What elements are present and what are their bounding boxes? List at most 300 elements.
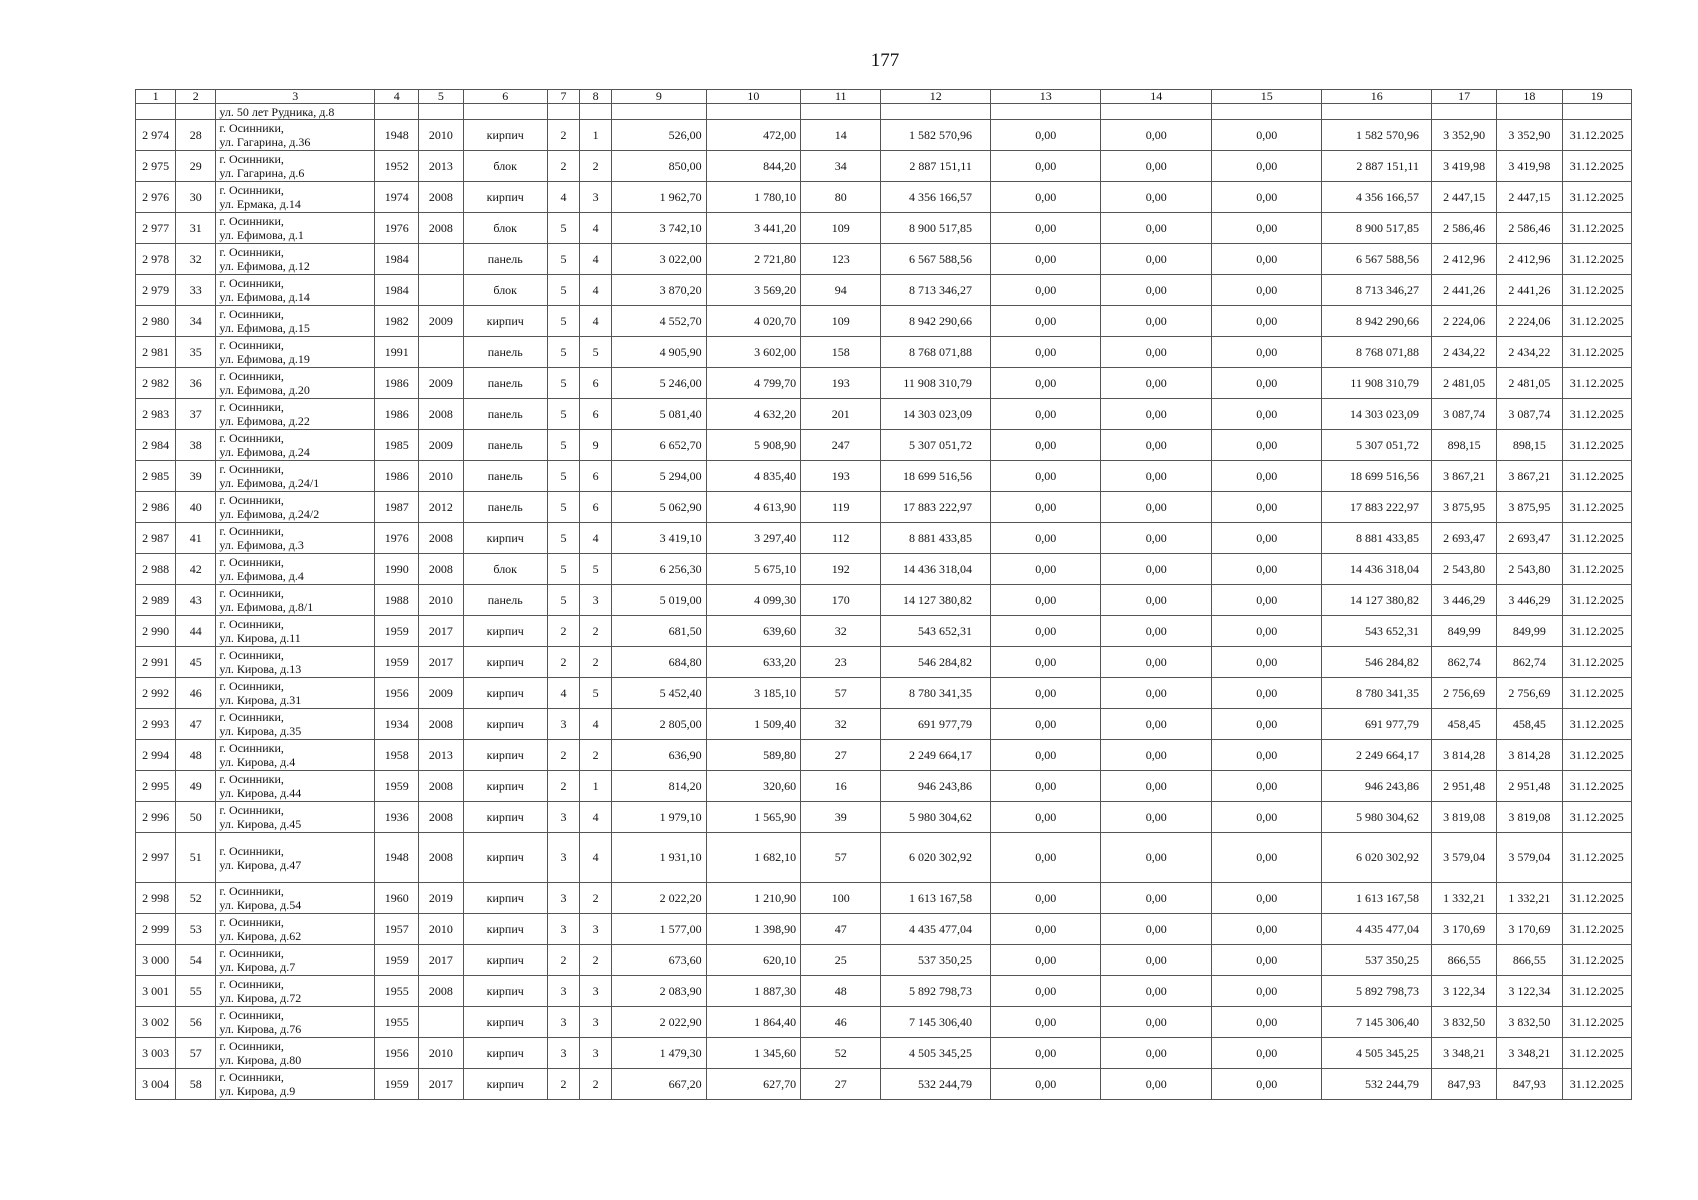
cell-col-9: 2 805,00 [612,709,706,740]
cell-col-10: 589,80 [706,740,800,771]
cell-col-9: 2 083,90 [612,976,706,1007]
column-header-6: 6 [463,90,547,104]
cell-col-5: 2009 [419,368,463,399]
cell-col-11: 34 [801,151,881,182]
column-header-8: 8 [580,90,612,104]
cell-col-6: кирпич [463,945,547,976]
cell-col-6: блок [463,151,547,182]
cell-col-8: 4 [580,523,612,554]
cell-col-13: 0,00 [990,883,1101,914]
cell-col-10: 4 099,30 [706,585,800,616]
continuation-row [136,104,1632,120]
cell-col-4: 1990 [375,554,419,585]
cell-col-6: блок [463,554,547,585]
cell-col-19: 31.12.2025 [1562,1038,1631,1069]
cell-col-1: 2 999 [136,914,176,945]
cell-col-14: 0,00 [1101,976,1212,1007]
column-header-2: 2 [176,90,216,104]
address-cell [216,976,375,1007]
cell-col-8: 5 [580,337,612,368]
cell-col-1: 2 980 [136,306,176,337]
cell-col-12: 8 881 433,85 [881,523,991,554]
cell-col-15: 0,00 [1211,945,1322,976]
cell-col-8: 2 [580,945,612,976]
cell-col-10: 472,00 [706,120,800,151]
cell-col-2: 57 [176,1038,216,1069]
cell-col-4: 1957 [375,914,419,945]
cell-col-17: 2 481,05 [1431,368,1496,399]
address-cell [216,213,375,244]
cell-col-13: 0,00 [990,945,1101,976]
cell-col-6: кирпич [463,1007,547,1038]
cell-col-18: 2 224,06 [1497,306,1562,337]
cell-col-5: 2010 [419,1038,463,1069]
table-row [136,492,1632,523]
cell-col-8: 2 [580,616,612,647]
cell-col-14: 0,00 [1101,368,1212,399]
cell-col-1: 2 986 [136,492,176,523]
cell-col-12: 691 977,79 [881,709,991,740]
cell-col-7: 5 [547,523,579,554]
address-cell [216,1069,375,1100]
cell-col-14: 0,00 [1101,306,1212,337]
cell-col-13: 0,00 [990,1069,1101,1100]
table-row [136,182,1632,213]
address-street: ул. Кирова, д.72 [219,991,302,1005]
cell-col-9: 1 931,10 [612,833,706,883]
address-cell [216,945,375,976]
cell-col-19: 31.12.2025 [1562,275,1631,306]
cell-col-7: 3 [547,914,579,945]
cell-col-9: 1 962,70 [612,182,706,213]
cell-col-8: 3 [580,182,612,213]
address-street: ул. Кирова, д.9 [219,1084,296,1098]
cell-col-7: 5 [547,461,579,492]
cell-col-16: 537 350,25 [1322,945,1432,976]
cell-col-8: 2 [580,647,612,678]
table-row [136,771,1632,802]
cell-col-14: 0,00 [1101,585,1212,616]
address-street: ул. Ефимова, д.1 [219,228,304,242]
cell-col-1: 2 988 [136,554,176,585]
cell-col-6: кирпич [463,771,547,802]
cell-col-2: 41 [176,523,216,554]
cell-col-6: панель [463,368,547,399]
address-city: г. Осинники, [219,1008,284,1022]
cell-col-8: 3 [580,976,612,1007]
address-city: г. Осинники, [219,1070,284,1084]
cell-col-8: 1 [580,771,612,802]
cell-col-2: 29 [176,151,216,182]
cell-col-9: 5 452,40 [612,678,706,709]
table-row [136,244,1632,275]
cell-col-5: 2008 [419,213,463,244]
cell-col-6: кирпич [463,616,547,647]
table-row [136,151,1632,182]
cell-col-13: 0,00 [990,740,1101,771]
cell-col-4: 1986 [375,368,419,399]
cell-col-6: блок [463,213,547,244]
table-row [136,461,1632,492]
table-row [136,740,1632,771]
cell-col-12: 14 303 023,09 [881,399,991,430]
cell-col-13: 0,00 [990,213,1101,244]
cell-col-10: 3 569,20 [706,275,800,306]
cell-col-17: 2 434,22 [1431,337,1496,368]
cell-col-13: 0,00 [990,647,1101,678]
cell-col-15: 0,00 [1211,368,1322,399]
column-header-11: 11 [801,90,881,104]
cell-col-4: 1991 [375,337,419,368]
table-row [136,709,1632,740]
cell-col-12: 8 713 346,27 [881,275,991,306]
address-street: ул. Ефимова, д.4 [219,569,304,583]
cell-col-18: 3 814,28 [1497,740,1562,771]
cell-col-7: 5 [547,306,579,337]
cell-col-9: 1 577,00 [612,914,706,945]
cell-col-11: 25 [801,945,881,976]
cell-col-11: 158 [801,337,881,368]
cell-col-19: 31.12.2025 [1562,399,1631,430]
cell-col-11: 32 [801,709,881,740]
cell-col-4: 1959 [375,1069,419,1100]
cell-col-4: 1986 [375,461,419,492]
cell-col-18: 2 586,46 [1497,213,1562,244]
address-street: ул. Ефимова, д.22 [219,414,310,428]
cell-col-10: 1 210,90 [706,883,800,914]
cell-col-6: кирпич [463,833,547,883]
cell-col-14: 0,00 [1101,275,1212,306]
cell-col-10: 3 441,20 [706,213,800,244]
cell-col-1: 2 994 [136,740,176,771]
cell-col-15: 0,00 [1211,616,1322,647]
cell-col-5: 2010 [419,120,463,151]
column-number-header-row [136,90,1632,104]
cell-col-6: кирпич [463,802,547,833]
cell-col-10: 1 864,40 [706,1007,800,1038]
cell-col-10: 4 020,70 [706,306,800,337]
cell-col-15: 0,00 [1211,833,1322,883]
cell-col-7: 5 [547,399,579,430]
cell-col-12: 5 307 051,72 [881,430,991,461]
cell-col-8: 4 [580,275,612,306]
cell-col-1: 2 993 [136,709,176,740]
cell-col-15: 0,00 [1211,1069,1322,1100]
cell-col-13: 0,00 [990,678,1101,709]
address-cell [216,120,375,151]
cell-col-16: 17 883 222,97 [1322,492,1432,523]
cell-col-11: 32 [801,616,881,647]
cell-col-8: 2 [580,883,612,914]
cell-col-6: кирпич [463,306,547,337]
address-street: ул. Ефимова, д.24/2 [219,507,320,521]
cell-col-18: 847,93 [1497,1069,1562,1100]
cell-col-15: 0,00 [1211,647,1322,678]
address-cell [216,647,375,678]
cell-col-9: 850,00 [612,151,706,182]
cell-col-5: 2010 [419,585,463,616]
cell-col-2: 56 [176,1007,216,1038]
address-street: ул. Кирова, д.4 [219,755,296,769]
cell-col-15: 0,00 [1211,182,1322,213]
cell-col-19: 31.12.2025 [1562,1069,1631,1100]
table-row [136,616,1632,647]
address-street: ул. Ефимова, д.20 [219,383,310,397]
cell-col-10: 633,20 [706,647,800,678]
cell-col-5: 2008 [419,399,463,430]
cell-col-16: 14 436 318,04 [1322,554,1432,585]
cell-col-2: 52 [176,883,216,914]
table-row [136,647,1632,678]
cell-col-19: 31.12.2025 [1562,914,1631,945]
address-city: г. Осинники, [219,915,284,929]
cell-col-12: 537 350,25 [881,945,991,976]
address-street: ул. Кирова, д.35 [219,724,302,738]
cell-col-9: 4 552,70 [612,306,706,337]
cell-col-16: 1 613 167,58 [1322,883,1432,914]
cell-col-4: 1956 [375,1038,419,1069]
cell-col-19: 31.12.2025 [1562,244,1631,275]
cell-col-16: 8 713 346,27 [1322,275,1432,306]
cell-col-17: 866,55 [1431,945,1496,976]
cell-col-9: 3 419,10 [612,523,706,554]
address-city: г. Осинники, [219,245,284,259]
cell-col-10: 1 565,90 [706,802,800,833]
address-cell [216,740,375,771]
cell-col-4: 1982 [375,306,419,337]
cell-col-11: 47 [801,914,881,945]
cell-col-10: 1 780,10 [706,182,800,213]
cell-col-16: 8 881 433,85 [1322,523,1432,554]
cell-col-8: 4 [580,306,612,337]
column-header-17: 17 [1431,90,1496,104]
cell-col-7: 2 [547,616,579,647]
cell-col-17: 2 224,06 [1431,306,1496,337]
cell-col-15: 0,00 [1211,244,1322,275]
cell-col-17: 3 446,29 [1431,585,1496,616]
cell-col-10: 1 398,90 [706,914,800,945]
cell-col-12: 7 145 306,40 [881,1007,991,1038]
cell-col-5: 2008 [419,523,463,554]
cell-col-9: 667,20 [612,1069,706,1100]
cell-col-14: 0,00 [1101,182,1212,213]
cell-col-8: 6 [580,399,612,430]
cell-col-9: 2 022,90 [612,1007,706,1038]
cell-col-6: кирпич [463,678,547,709]
cell-col-11: 123 [801,244,881,275]
cell-col-2: 37 [176,399,216,430]
cell-col-5: 2009 [419,306,463,337]
cell-col-15: 0,00 [1211,976,1322,1007]
cell-col-9: 684,80 [612,647,706,678]
cell-col-11: 109 [801,213,881,244]
table-row [136,213,1632,244]
cell-col-2: 28 [176,120,216,151]
cell-col-1: 2 977 [136,213,176,244]
cell-col-15: 0,00 [1211,802,1322,833]
cell-col-4: 1986 [375,399,419,430]
cell-col-10: 844,20 [706,151,800,182]
cell-col-2: 34 [176,306,216,337]
cell-col-17: 847,93 [1431,1069,1496,1100]
cell-col-15: 0,00 [1211,461,1322,492]
cell-col-10: 4 632,20 [706,399,800,430]
cell-col-8: 3 [580,1007,612,1038]
cell-col-2: 32 [176,244,216,275]
cell-col-5 [419,337,463,368]
cell-col-2: 35 [176,337,216,368]
cell-col-6: панель [463,461,547,492]
cell-col-11: 27 [801,1069,881,1100]
address-cell [216,523,375,554]
address-city: г. Осинники, [219,977,284,991]
cell-col-2: 38 [176,430,216,461]
cell-col-12: 4 435 477,04 [881,914,991,945]
cell-col-12: 14 436 318,04 [881,554,991,585]
cell-col-2: 40 [176,492,216,523]
address-cell [216,833,375,883]
cell-col-14: 0,00 [1101,492,1212,523]
cell-col-4: 1955 [375,976,419,1007]
cell-col-12: 546 284,82 [881,647,991,678]
cell-col-11: 57 [801,833,881,883]
cell-col-17: 3 867,21 [1431,461,1496,492]
cell-col-15: 0,00 [1211,585,1322,616]
cell-col-17: 2 586,46 [1431,213,1496,244]
cell-col-14: 0,00 [1101,771,1212,802]
cell-col-9: 3 022,00 [612,244,706,275]
address-street: ул. Ефимова, д.19 [219,352,310,366]
table-row [136,120,1632,151]
cell-col-7: 3 [547,1007,579,1038]
cell-col-19: 31.12.2025 [1562,213,1631,244]
cell-col-8: 4 [580,833,612,883]
address-city: г. Осинники, [219,214,284,228]
cell-col-4: 1958 [375,740,419,771]
cell-col-5 [419,244,463,275]
cell-col-8: 6 [580,368,612,399]
cell-col-18: 3 087,74 [1497,399,1562,430]
address-city: г. Осинники, [219,307,284,321]
cell-col-16: 4 505 345,25 [1322,1038,1432,1069]
cell-col-16: 8 780 341,35 [1322,678,1432,709]
cell-col-12: 2 887 151,11 [881,151,991,182]
cell-col-6: панель [463,492,547,523]
cell-col-1: 2 981 [136,337,176,368]
table-row [136,976,1632,1007]
cell-col-1: 2 985 [136,461,176,492]
address-cell [216,306,375,337]
cell-col-10: 2 721,80 [706,244,800,275]
cell-col-13: 0,00 [990,976,1101,1007]
cell-col-19: 31.12.2025 [1562,1007,1631,1038]
cell-col-1: 2 975 [136,151,176,182]
cell-col-1: 2 979 [136,275,176,306]
cell-col-10: 1 509,40 [706,709,800,740]
cell-col-14: 0,00 [1101,120,1212,151]
cell-col-9: 5 062,90 [612,492,706,523]
cell-col-11: 100 [801,883,881,914]
table-row [136,883,1632,914]
cell-col-1: 2 987 [136,523,176,554]
address-city: г. Осинники, [219,648,284,662]
cell-col-12: 18 699 516,56 [881,461,991,492]
cell-col-10: 3 185,10 [706,678,800,709]
cell-col-17: 2 756,69 [1431,678,1496,709]
cell-col-13: 0,00 [990,914,1101,945]
cell-col-2: 43 [176,585,216,616]
address-city: г. Осинники, [219,338,284,352]
cell-col-4: 1956 [375,678,419,709]
cell-col-7: 5 [547,368,579,399]
cell-col-14: 0,00 [1101,616,1212,647]
cell-col-16: 14 303 023,09 [1322,399,1432,430]
cell-col-14: 0,00 [1101,1007,1212,1038]
cell-col-14: 0,00 [1101,709,1212,740]
cell-col-18: 866,55 [1497,945,1562,976]
address-cell [216,1007,375,1038]
cell-col-1: 2 989 [136,585,176,616]
cell-col-9: 5 294,00 [612,461,706,492]
address-city: г. Осинники, [219,884,284,898]
cell-col-7: 3 [547,709,579,740]
cell-col-18: 862,74 [1497,647,1562,678]
cell-col-12: 6 020 302,92 [881,833,991,883]
cell-col-9: 681,50 [612,616,706,647]
cell-col-13: 0,00 [990,399,1101,430]
cell-col-9: 1 479,30 [612,1038,706,1069]
cell-col-8: 9 [580,430,612,461]
cell-col-19: 31.12.2025 [1562,833,1631,883]
cell-col-14: 0,00 [1101,213,1212,244]
cell-col-8: 1 [580,120,612,151]
cell-col-10: 639,60 [706,616,800,647]
cell-col-17: 3 122,34 [1431,976,1496,1007]
page-number: 177 [870,50,900,71]
cell-col-7: 5 [547,492,579,523]
table-row [136,1007,1632,1038]
cell-col-17: 3 087,74 [1431,399,1496,430]
cell-col-11: 39 [801,802,881,833]
address-street: ул. Ефимова, д.24 [219,445,310,459]
cell-col-6: кирпич [463,740,547,771]
cell-col-7: 5 [547,430,579,461]
cell-col-19: 31.12.2025 [1562,945,1631,976]
cell-col-19: 31.12.2025 [1562,647,1631,678]
cell-col-14: 0,00 [1101,1038,1212,1069]
cell-col-7: 3 [547,833,579,883]
cell-col-18: 3 867,21 [1497,461,1562,492]
cell-col-18: 2 412,96 [1497,244,1562,275]
cell-col-11: 94 [801,275,881,306]
cell-col-4: 1974 [375,182,419,213]
cell-col-13: 0,00 [990,523,1101,554]
cell-col-1: 2 978 [136,244,176,275]
cell-col-13: 0,00 [990,1007,1101,1038]
address-street: ул. Ефимова, д.8/1 [219,600,314,614]
cell-col-15: 0,00 [1211,1007,1322,1038]
cell-col-13: 0,00 [990,492,1101,523]
cell-col-14: 0,00 [1101,337,1212,368]
cell-col-16: 5 892 798,73 [1322,976,1432,1007]
cell-col-13: 0,00 [990,337,1101,368]
address-cell [216,337,375,368]
cell-col-5: 2013 [419,151,463,182]
cell-col-11: 14 [801,120,881,151]
cell-col-9: 3 742,10 [612,213,706,244]
cell-col-4: 1976 [375,213,419,244]
cell-col-8: 4 [580,709,612,740]
